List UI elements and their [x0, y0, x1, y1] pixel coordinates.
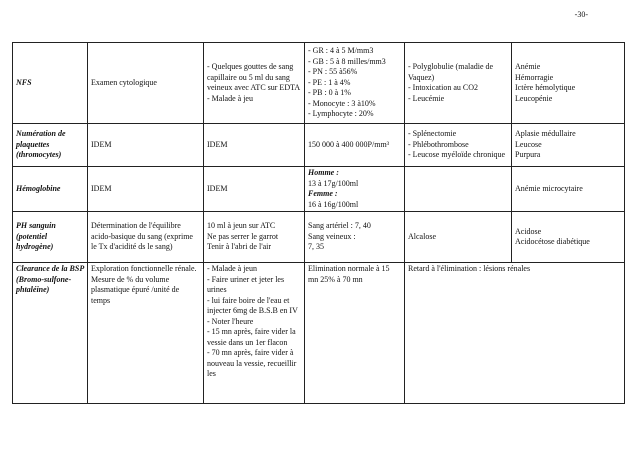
- prelevement-line: IDEM: [207, 183, 228, 193]
- page-number: -30-: [574, 10, 588, 19]
- prelevement-line: - lui faire boire de l'eau et injecter 6mg de B.S.B en IV: [207, 295, 298, 315]
- examen-text: Détermination de l'équilibre acido-basique du sang (exprime le Tx d'acidité ds le sang): [91, 221, 193, 252]
- normes-line: Elimination normale à 15 mn 25% à 70 mn: [308, 264, 390, 284]
- examen-cell: [88, 43, 204, 124]
- diminution-line: Leucose: [515, 139, 542, 149]
- normes-femme-value: 16 à 16g/100ml: [308, 199, 359, 209]
- prelevement-cell: [204, 43, 305, 124]
- normes-line: - Monocyte : 3 à10%: [308, 98, 376, 108]
- examen-text: Mesure de % du volume plasmatique épuré /unité de temps: [91, 274, 180, 305]
- prelevement-cell: [204, 167, 305, 212]
- test-name-cell: [13, 212, 88, 263]
- diminution-line: Acidocétose diabétique: [515, 237, 590, 246]
- normes-cell: [305, 124, 405, 167]
- augmentation-line: Alcalose: [408, 231, 436, 241]
- diminution-line: Anémie microcytaire: [515, 183, 583, 193]
- examen-cell: [88, 212, 204, 263]
- diminution-line: Leucopénie: [515, 93, 553, 103]
- normes-homme-label: Homme :: [308, 168, 339, 177]
- prelevement-line: - 70 mn après, faire vider à nouveau la vessie, recueillir les: [207, 348, 297, 378]
- medical-tests-table: [12, 42, 625, 404]
- prelevement-cell: [204, 124, 305, 167]
- normes-line: - GR : 4 à 5 M/mm3: [308, 46, 374, 56]
- prelevement-line: 10 ml à jeun sur ATC: [207, 221, 276, 231]
- prelevement-line: - Faire uriner et jeter les urines: [207, 274, 285, 294]
- table-row-nfs: [13, 43, 625, 124]
- normes-femme-label: Femme :: [308, 189, 338, 198]
- diminution-cell: [512, 124, 625, 167]
- prelevement-line: - Noter l'heure: [207, 316, 254, 326]
- test-name: PH sanguin (potentiel hydrogène): [16, 221, 56, 252]
- prelevement-line: - Malade à jeun: [207, 264, 257, 273]
- test-name: Hémoglobine: [16, 183, 61, 193]
- normes-cell: [305, 167, 405, 212]
- prelevement-line: IDEM: [207, 139, 228, 149]
- augmentation-merged-cell: [405, 263, 625, 404]
- examen-text: Exploration fonctionnelle rénale.: [91, 264, 197, 273]
- normes-cell: [305, 263, 405, 404]
- augmentation-line: - Phlébothrombose: [408, 139, 469, 149]
- diminution-line: Acidose: [515, 226, 542, 236]
- augmentation-line: - Intoxication au CO2: [408, 83, 478, 92]
- examen-cell: [88, 167, 204, 212]
- test-name: NFS: [16, 77, 32, 87]
- table-row-hemoglobine: [13, 167, 625, 212]
- normes-line: Sang veineux :: [308, 231, 356, 241]
- prelevement-line: - Quelques gouttes de sang capillaire ou 5 ml du sang veineux avec ATC sur EDTA: [207, 62, 301, 92]
- augmentation-line: - Splénectomie: [408, 129, 457, 139]
- augmentation-cell: [405, 212, 512, 263]
- test-name: Clearance de la BSP (Bromo-sulfone-phtaléine): [16, 264, 84, 294]
- augmentation-line: Retard à l'élimination : lésions rénales: [408, 264, 531, 273]
- diminution-cell: [512, 43, 625, 124]
- diminution-line: Ictère hémolytique: [515, 83, 576, 92]
- normes-line: 150 000 à 400 000P/mm³: [308, 139, 390, 149]
- normes-line: - PE : 1 à 4%: [308, 77, 351, 87]
- normes-line: - PB : 0 à 1%: [308, 88, 351, 98]
- diminution-cell: [512, 212, 625, 263]
- normes-homme-value: 13 à 17g/100ml: [308, 178, 359, 188]
- test-name: Numération de plaquettes (thromocytes): [16, 129, 66, 160]
- prelevement-cell: [204, 212, 305, 263]
- diminution-line: Hémorragie: [515, 72, 554, 82]
- table-row-ph-sanguin: [13, 212, 625, 263]
- normes-line: - Lymphocyte : 20%: [308, 109, 374, 119]
- table-row-clearance-bsp: [13, 263, 625, 404]
- examen-text: IDEM: [91, 183, 112, 193]
- augmentation-cell: [405, 124, 512, 167]
- examen-cell: [88, 124, 204, 167]
- augmentation-line: - Leucose myéloïde chronique: [408, 150, 506, 160]
- test-name-cell: [13, 167, 88, 212]
- prelevement-cell: [204, 263, 305, 404]
- augmentation-cell: [405, 167, 512, 212]
- augmentation-cell: [405, 43, 512, 124]
- prelevement-line: Ne pas serrer le garrot: [207, 231, 279, 241]
- table-row-plaquettes: [13, 124, 625, 167]
- normes-line: 7, 35: [308, 242, 324, 252]
- augmentation-line: - Leucémie: [408, 93, 445, 103]
- test-name-cell: [13, 263, 88, 404]
- diminution-line: Aplasie médullaire: [515, 129, 576, 139]
- augmentation-line: - Polyglobulie (maladie de Vaquez): [408, 62, 494, 82]
- diminution-line: Anémie: [515, 62, 541, 71]
- diminution-line: Purpura: [515, 150, 541, 160]
- normes-line: - GB : 5 à 8 milles/mm3: [308, 56, 386, 66]
- normes-cell: [305, 212, 405, 263]
- normes-line: Sang artériel : 7, 40: [308, 221, 371, 231]
- test-name-cell: [13, 124, 88, 167]
- prelevement-line: - 15 mn après, faire vider la vessie dans un 1er flacon: [207, 327, 296, 347]
- normes-cell: [305, 43, 405, 124]
- examen-text: Examen cytologique: [91, 77, 157, 87]
- prelevement-line: Tenir à l'abri de l'air: [207, 242, 272, 252]
- examen-cell: [88, 263, 204, 404]
- normes-line: - PN : 55 à56%: [308, 67, 358, 77]
- test-name-cell: [13, 43, 88, 124]
- prelevement-line: - Malade à jeu: [207, 93, 253, 103]
- diminution-cell: [512, 167, 625, 212]
- examen-text: IDEM: [91, 139, 112, 149]
